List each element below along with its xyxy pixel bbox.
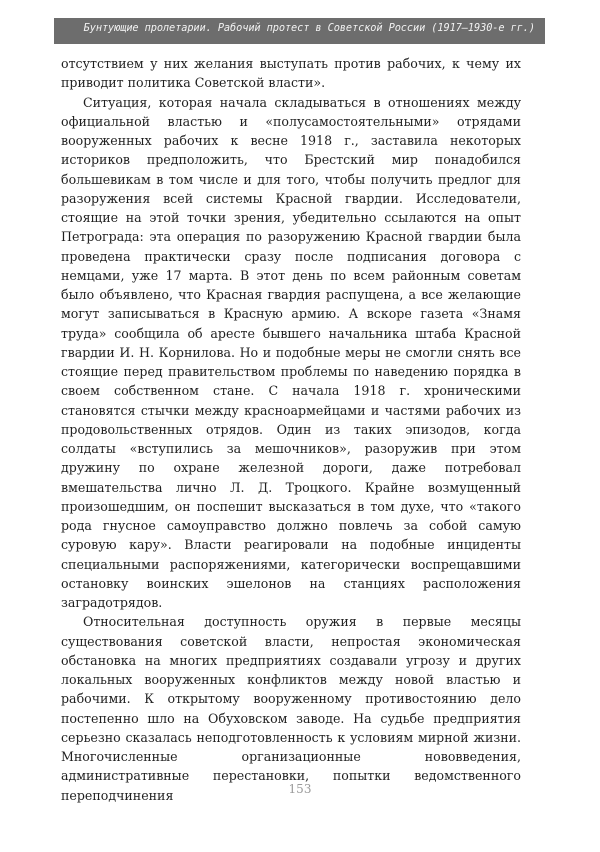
page-number: 153 bbox=[288, 782, 312, 796]
running-header bbox=[54, 18, 545, 44]
main-text bbox=[61, 54, 521, 805]
paragraph-continuation: отсутствием у них желания выступать против рабочих, к чему их приводит политика Советской власти». bbox=[61, 56, 521, 91]
paragraph: Относительная доступность оружия в первые месяцы существования советской власти, непростая экономическая обстановка на многих предприятиях создавали угрозу и других локальных вооруженных конфликтов между новой властью и рабочими. К открытому вооруженному противостоянию дело постепенно шло на Обуховском заводе. На судьбе предприятия серьезно сказалась неподготовленность к условиям мирной жизни. Многочисленные организационные нововведения, административные перестановки, попытки ведомственного переподчинения bbox=[61, 614, 521, 803]
paragraph: Ситуация, которая начала складываться в отношениях между официальной властью и «полусамостоятельными» отрядами вооруженных рабочих к весне 1918 г., заставила некоторых историков предположить, что Брестский мир понадобился большевикам в том числе и для того, чтобы получить предлог для разоружения всей системы Красной гвардии. Исследователи, стоящие на этой точки зрения, убедительно ссылаются на опыт Петрограда: эта операция по разоружению Красной гвардии была проведена практически сразу после подписания договора с немцами, уже 17 марта. В этот день по всем районным советам было объявлено, что Красная гвардия распущена, а все желающие могут записываться в Красную армию. А вскоре газета «Знамя труда» сообщила об аресте бывшего начальника штаба Красной гвардии И. Н. Корнилова. Но и подобные меры не смогли снять все стоящие перед правительством проблемы по наведению порядка в своем собственном стане. С начала 1918 г. хроническими становятся стычки между красноармейцами и частями рабочих из продовольственных отрядов. Один из таких эпизодов, когда солдаты «вступились за мешочников», разоружив при этом дружину по охране железной дороги, даже потребовал вмешательства лично Л. Д. Троцкого. Крайне возмущенный произошедшим, он поспешит высказаться в том духе, что «такого рода гнусное самоуправство должно повлечь за собой самую суровую кару». Власти реагировали на подобные инциденты специальными распоряжениями, категорически воспрещавшими остановку воинских эшелонов на станциях расположения заградотрядов. bbox=[61, 94, 521, 610]
running-header-title: Бунтующие пролетарии. Рабочий протест в Советской России (1917–1930-е гг.) bbox=[83, 22, 535, 34]
